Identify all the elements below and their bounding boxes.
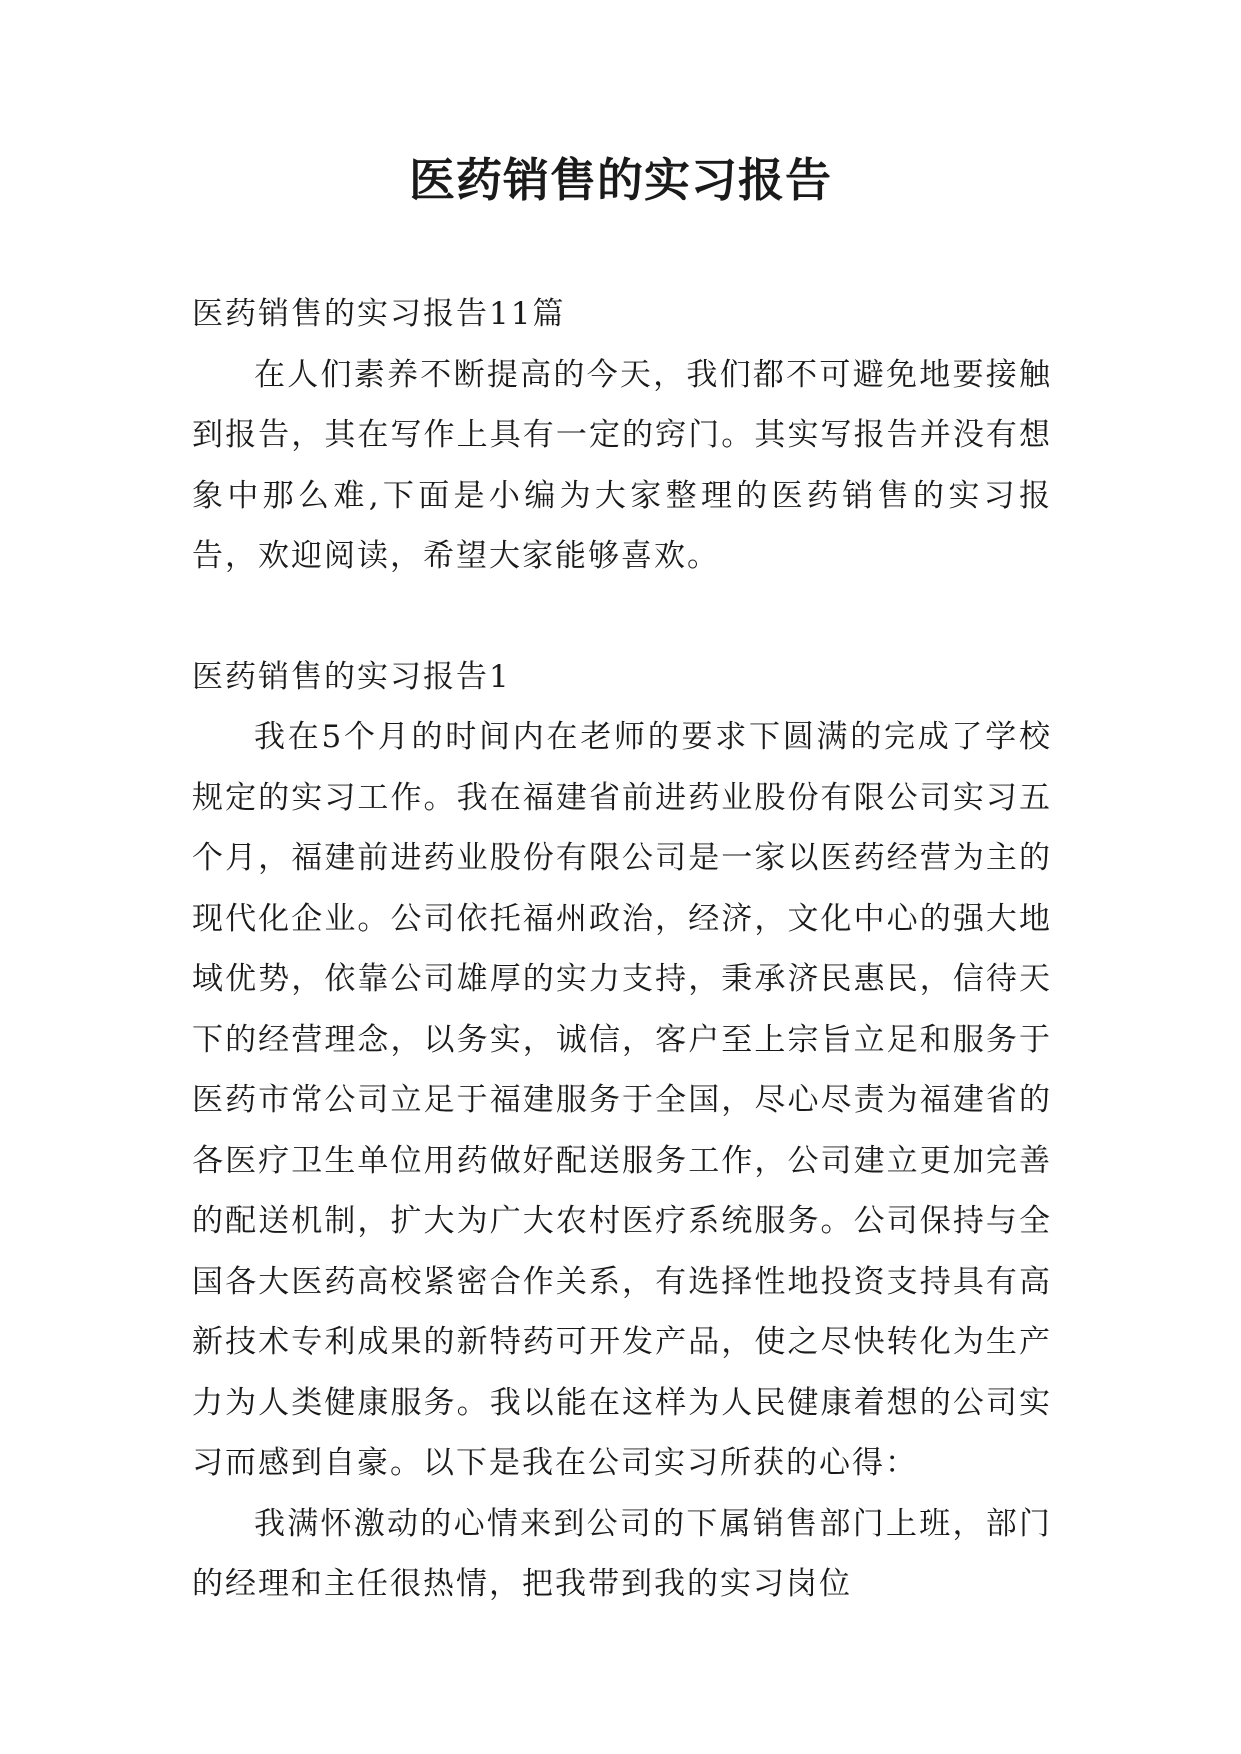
body-paragraph: 我满怀激动的心情来到公司的下属销售部门上班，部门的经理和主任很热情，把我带到我的实习岗位 xyxy=(192,1505,1052,1602)
document-title: 医药销售的实习报告 xyxy=(409,153,832,207)
intro-heading: 医药销售的实习报告11篇 xyxy=(192,296,566,332)
intro-paragraph: 在人们素养不断提高的今天，我们都不可避免地要接触到报告，其在写作上具有一定的窍门。其实写报告并没有想象中那么难,下面是小编为大家整理的医药销售的实习报告，欢迎阅读，希望大家能够喜欢。 xyxy=(192,356,1052,574)
body-paragraph: 我在5个月的时间内在老师的要求下圆满的完成了学校规定的实习工作。我在福建省前进药业股份有限公司实习五个月，福建前进药业股份有限公司是一家以医药经营为主的现代化企业。公司依托福州政治，经济，文化中心的强大地域优势，依靠公司雄厚的实力支持，秉承济民惠民，信待天下的经营理念，以务实，诚信，客户至上宗旨立足和服务于医药市常公司立足于福建服务于全国，尽心尽责为福建省的各医疗卫生单位用药做好配送服务工作，公司建立更加完善的配送机制，扩大为广大农村医疗系统服务。公司保持与全国各大医药高校紧密合作关系，有选择性地投资支持具有高新技术专利成果的新特药可开发产品，使之尽快转化为生产力为人类健康服务。我以能在这样为人民健康着想的公司实习而感到自豪。以下是我在公司实习所获的心得： xyxy=(192,719,1052,1481)
section-spacer xyxy=(192,587,1052,647)
document-body xyxy=(192,284,1052,1615)
section-heading: 医药销售的实习报告1 xyxy=(192,658,511,695)
